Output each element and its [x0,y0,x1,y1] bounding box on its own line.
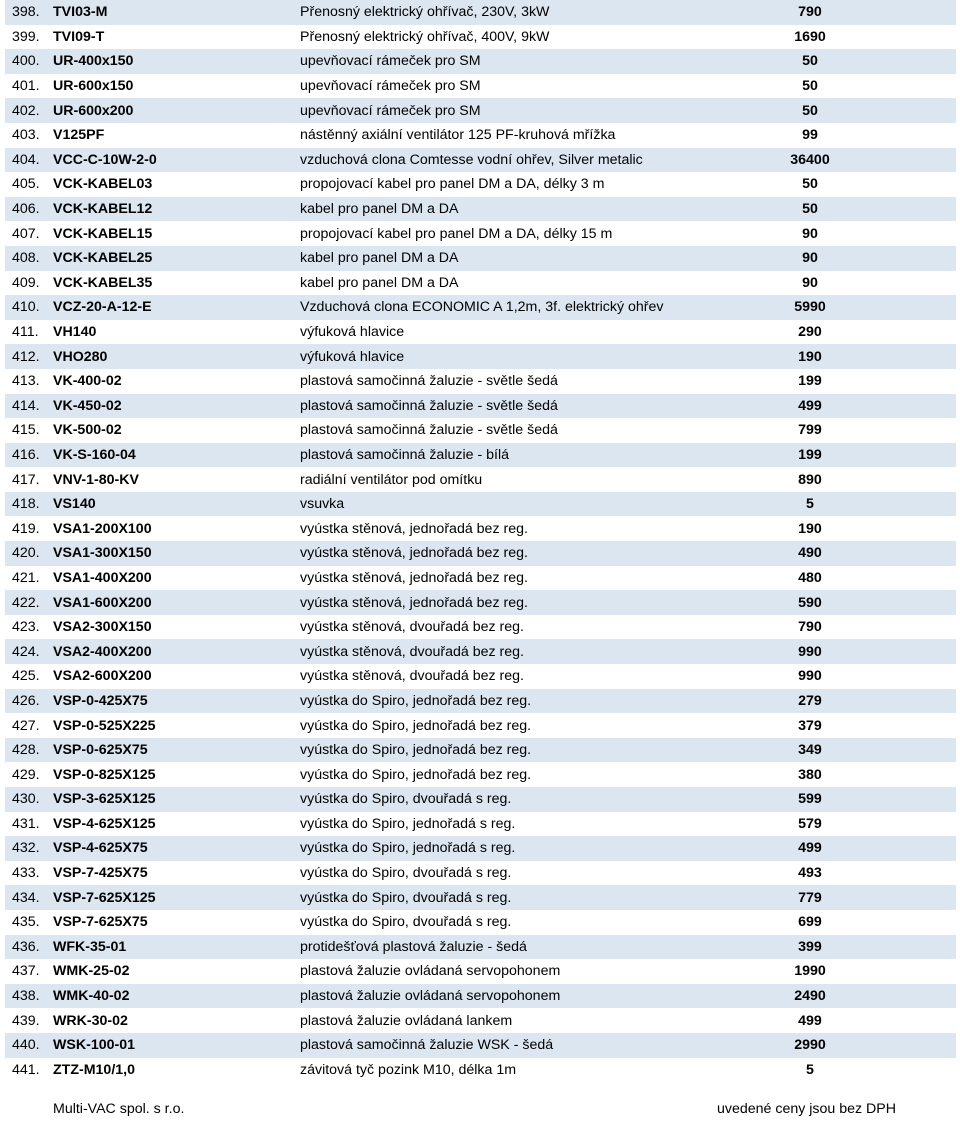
product-code: TVI03-M [53,4,108,21]
product-code: UR-600x150 [53,78,134,95]
product-code: VSP-0-825X125 [53,766,156,783]
item-number: 437. [12,963,40,980]
product-description: vzduchová clona Comtesse vodní ohřev, Silver metalic [300,151,643,168]
item-number: 411. [12,324,39,341]
product-code: UR-600x200 [53,102,134,119]
item-number: 418. [12,496,40,513]
product-price: 779 [798,889,822,906]
product-description: plastová samočinná žaluzie - světle šedá [300,422,558,439]
product-description: vyústka stěnová, jednořadá bez reg. [300,520,528,537]
item-number: 436. [12,938,40,955]
product-price: 50 [802,53,818,70]
footer-company: Multi-VAC spol. s r.o. [53,1101,185,1117]
product-code: VSA2-400X200 [53,643,152,660]
item-number: 415. [12,422,40,439]
product-code: VCK-KABEL03 [53,176,153,193]
table-row [5,74,956,99]
product-code: VSP-4-625X75 [53,840,148,857]
product-description: výfuková hlavice [300,348,405,365]
table-row [5,689,956,714]
product-code: VNV-1-80-KV [53,471,139,488]
product-description: kabel pro panel DM a DA [300,274,459,291]
price-table [5,0,956,1082]
table-row [5,394,956,419]
product-price: 799 [798,422,822,439]
item-number: 423. [12,619,40,636]
product-description: kabel pro panel DM a DA [300,250,459,267]
product-code: VK-450-02 [53,397,122,414]
product-price: 50 [802,176,818,193]
product-price: 490 [798,545,822,562]
product-description: vyústka do Spiro, jednořadá s reg. [300,840,516,857]
table-row [5,172,956,197]
product-price: 199 [798,446,822,463]
table-row [5,1008,956,1033]
product-code: VS140 [53,496,96,513]
product-price: 99 [802,127,818,144]
item-number: 425. [12,668,40,685]
product-description: plastová samočinná žaluzie - světle šedá [300,397,558,414]
product-price: 499 [798,840,822,857]
item-number: 433. [12,865,40,882]
product-code: VSP-4-625X125 [53,815,156,832]
item-number: 422. [12,594,40,611]
product-price: 5 [806,496,814,513]
table-row [5,615,956,640]
product-price: 579 [798,815,822,832]
product-code: VSP-7-425X75 [53,865,148,882]
product-code: VCC-C-10W-2-0 [53,151,157,168]
product-code: WFK-35-01 [53,938,127,955]
product-code: VCK-KABEL25 [53,250,153,267]
product-code: VSP-7-625X125 [53,889,156,906]
table-row [5,516,956,541]
product-description: Přenosný elektrický ohřívač, 230V, 3kW [300,4,550,21]
footer-vat-note: uvedené ceny jsou bez DPH [716,1101,896,1117]
table-row [5,787,956,812]
item-number: 401. [12,78,40,95]
product-code: VK-S-160-04 [53,446,136,463]
table-row [5,98,956,123]
table-row [5,148,956,173]
product-price: 493 [798,865,822,882]
product-description: vyústka do Spiro, dvouřadá s reg. [300,865,512,882]
product-code: ZTZ-M10/1,0 [53,1061,135,1078]
product-price: 190 [798,348,822,365]
product-description: závitová tyč pozink M10, délka 1m [300,1061,517,1078]
product-description: vyústka do Spiro, dvouřadá s reg. [300,914,512,931]
product-code: VCK-KABEL15 [53,225,153,242]
product-price: 990 [798,643,822,660]
table-row [5,590,956,615]
product-price: 50 [802,201,818,218]
product-description: vsuvka [300,496,345,513]
product-price: 90 [802,274,818,291]
table-row [5,935,956,960]
table-row [5,959,956,984]
product-description: vyústka do Spiro, jednořadá bez reg. [300,717,532,734]
product-description: radiální ventilátor pod omítku [300,471,483,488]
table-row [5,123,956,148]
product-price: 5 [806,1061,814,1078]
item-number: 412. [12,348,40,365]
product-description: propojovací kabel pro panel DM a DA, délky 3 m [300,176,605,193]
product-price: 990 [798,668,822,685]
item-number: 439. [12,1012,40,1029]
table-row [5,861,956,886]
product-description: Vzduchová clona ECONOMIC A 1,2m, 3f. elektrický ohřev [300,299,664,316]
item-number: 421. [12,569,40,586]
table-row [5,910,956,935]
product-description: vyústka do Spiro, jednořadá bez reg. [300,766,532,783]
table-row [5,320,956,345]
product-description: plastová žaluzie ovládaná lankem [300,1012,513,1029]
product-price: 5990 [794,299,826,316]
item-number: 409. [12,274,40,291]
table-row [5,369,956,394]
product-description: propojovací kabel pro panel DM a DA, délky 15 m [300,225,613,242]
product-price: 2490 [794,988,826,1005]
table-row [5,49,956,74]
table-row [5,25,956,50]
product-price: 1990 [794,963,826,980]
product-code: VSP-3-625X125 [53,791,156,808]
product-price: 199 [798,373,822,390]
item-number: 417. [12,471,40,488]
item-number: 427. [12,717,40,734]
product-price: 36400 [790,151,830,168]
item-number: 406. [12,201,40,218]
item-number: 424. [12,643,40,660]
item-number: 410. [12,299,40,316]
item-number: 420. [12,545,40,562]
product-description: vyústka do Spiro, jednořadá bez reg. [300,692,532,709]
table-row [5,664,956,689]
product-description: upevňovací rámeček pro SM [300,78,481,95]
product-price: 380 [798,766,822,783]
product-code: WRK-30-02 [53,1012,128,1029]
item-number: 413. [12,373,40,390]
product-code: VSP-0-625X75 [53,742,148,759]
product-code: VSP-0-425X75 [53,692,148,709]
product-description: vyústka stěnová, jednořadá bez reg. [300,545,528,562]
product-price: 599 [798,791,822,808]
item-number: 416. [12,446,40,463]
product-code: VSA1-300X150 [53,545,152,562]
table-row [5,541,956,566]
item-number: 426. [12,692,40,709]
product-description: protidešťová plastová žaluzie - šedá [300,938,527,955]
product-description: upevňovací rámeček pro SM [300,102,481,119]
product-price: 2990 [794,1037,826,1054]
product-description: plastová samočinná žaluzie - světle šedá [300,373,558,390]
table-row [5,812,956,837]
product-price: 699 [798,914,822,931]
product-code: WSK-100-01 [53,1037,136,1054]
product-price: 480 [798,569,822,586]
product-description: vyústka stěnová, jednořadá bez reg. [300,594,528,611]
product-price: 290 [798,324,822,341]
item-number: 434. [12,889,40,906]
product-code: VSA1-200X100 [53,520,152,537]
product-code: VSA2-300X150 [53,619,152,636]
product-code: WMK-40-02 [53,988,130,1005]
product-description: upevňovací rámeček pro SM [300,53,481,70]
item-number: 441. [12,1061,40,1078]
item-number: 428. [12,742,40,759]
table-row [5,885,956,910]
table-row [5,197,956,222]
table-row [5,984,956,1009]
item-number: 432. [12,840,40,857]
product-description: vyústka stěnová, dvouřadá bez reg. [300,643,524,660]
item-number: 419. [12,520,40,537]
table-row [5,1058,956,1083]
table-row [5,443,956,468]
product-description: plastová samočinná žaluzie - bílá [300,446,509,463]
product-price: 379 [798,717,822,734]
product-price: 890 [798,471,822,488]
table-row [5,295,956,320]
product-description: výfuková hlavice [300,324,405,341]
product-description: vyústka do Spiro, dvouřadá s reg. [300,889,512,906]
product-code: VK-400-02 [53,373,122,390]
table-row [5,467,956,492]
product-code: VSA1-400X200 [53,569,152,586]
table-row [5,492,956,517]
product-price: 590 [798,594,822,611]
product-code: UR-400x150 [53,53,134,70]
item-number: 440. [12,1037,40,1054]
product-code: VK-500-02 [53,422,122,439]
product-code: VCZ-20-A-12-E [53,299,152,316]
table-row [5,221,956,246]
product-code: VSP-0-525X225 [53,717,156,734]
product-description: vyústka do Spiro, dvouřadá s reg. [300,791,512,808]
product-code: VCK-KABEL35 [53,274,153,291]
table-row [5,639,956,664]
table-row [5,836,956,861]
item-number: 399. [12,28,40,45]
item-number: 403. [12,127,40,144]
table-row [5,713,956,738]
product-price: 790 [798,4,822,21]
product-price: 279 [798,692,822,709]
item-number: 404. [12,151,40,168]
table-row [5,418,956,443]
product-code: TVI09-T [53,28,105,45]
product-description: vyústka stěnová, dvouřadá bez reg. [300,619,524,636]
product-description: plastová žaluzie ovládaná servopohonem [300,963,561,980]
product-description: vyústka do Spiro, jednořadá s reg. [300,815,516,832]
item-number: 435. [12,914,40,931]
product-price: 349 [798,742,822,759]
item-number: 414. [12,397,40,414]
product-price: 90 [802,225,818,242]
product-code: VH140 [53,324,97,341]
product-price: 499 [798,397,822,414]
product-price: 50 [802,102,818,119]
product-description: nástěnný axiální ventilátor 125 PF-kruhová mřížka [300,127,616,144]
product-price: 790 [798,619,822,636]
product-code: VSA1-600X200 [53,594,152,611]
product-code: VCK-KABEL12 [53,201,153,218]
table-row [5,246,956,271]
product-code: VSP-7-625X75 [53,914,148,931]
product-description: kabel pro panel DM a DA [300,201,459,218]
table-row [5,344,956,369]
product-code: VHO280 [53,348,108,365]
product-description: vyústka stěnová, dvouřadá bez reg. [300,668,524,685]
item-number: 429. [12,766,40,783]
product-price: 50 [802,78,818,95]
item-number: 430. [12,791,40,808]
product-description: plastová žaluzie ovládaná servopohonem [300,988,561,1005]
table-row [5,271,956,296]
item-number: 402. [12,102,40,119]
table-row [5,566,956,591]
product-code: WMK-25-02 [53,963,130,980]
table-row [5,738,956,763]
product-description: plastová samočinná žaluzie WSK - šedá [300,1037,554,1054]
product-code: VSA2-600X200 [53,668,152,685]
product-description: Přenosný elektrický ohřívač, 400V, 9kW [300,28,550,45]
table-row [5,0,956,25]
table-row [5,1033,956,1058]
product-price: 90 [802,250,818,267]
item-number: 400. [12,53,40,70]
product-description: vyústka stěnová, jednořadá bez reg. [300,569,528,586]
item-number: 431. [12,815,40,832]
item-number: 398. [12,4,40,21]
product-code: V125PF [53,127,105,144]
item-number: 407. [12,225,40,242]
item-number: 408. [12,250,40,267]
table-row [5,762,956,787]
item-number: 438. [12,988,40,1005]
product-price: 1690 [794,28,826,45]
item-number: 405. [12,176,40,193]
product-price: 190 [798,520,822,537]
product-description: vyústka do Spiro, jednořadá bez reg. [300,742,532,759]
product-price: 499 [798,1012,822,1029]
product-price: 399 [798,938,822,955]
